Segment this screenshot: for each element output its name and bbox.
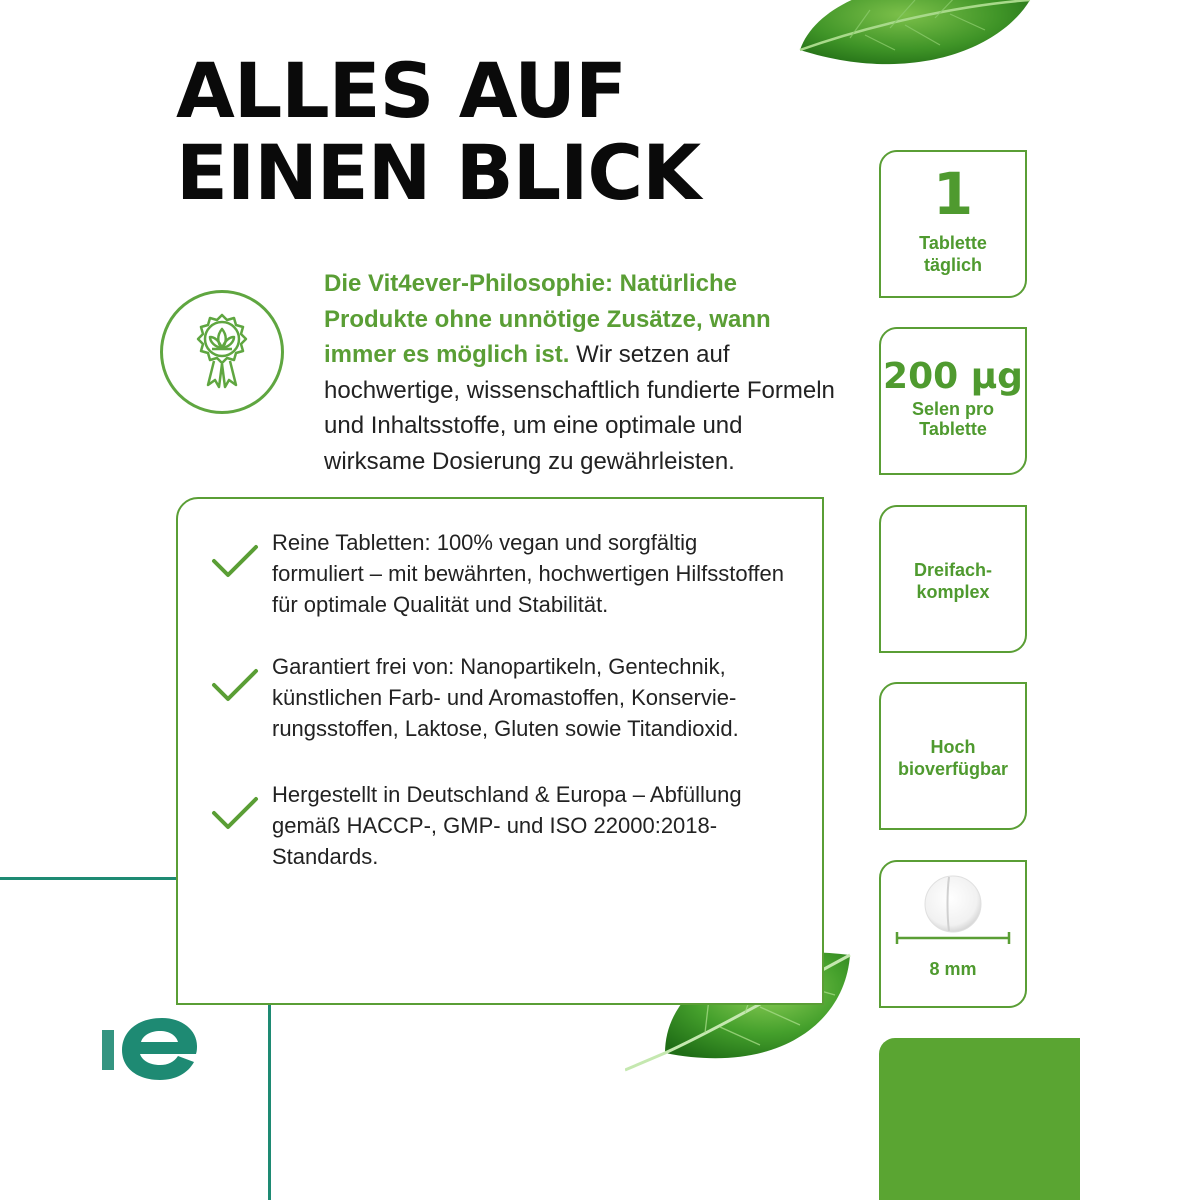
feature-text: Garantiert frei von: Nanopartikeln, Gentechnik, künstlichen Farb- und Aromastoffen, Konservie-rungsstoffen, Laktose, Gluten sowie Titandioxid. [272, 654, 739, 741]
leaf-icon [790, 0, 1050, 80]
spec-card-size [879, 860, 1027, 1008]
spec-card-dose [879, 150, 1027, 298]
selen-label-2: Tablette [919, 419, 987, 439]
spec-card-complex [879, 505, 1027, 653]
feature-text: Reine Tabletten: 100% vegan und sorgfältig formuliert – mit bewährten, hochwertigen Hilfsstoffen für optimale Qualität und Stabilität. [272, 530, 784, 617]
accent-block [879, 1038, 1080, 1200]
dose-label-1: Tablette [919, 233, 987, 253]
tablet-icon [881, 862, 1025, 962]
complex-label-2: komplex [916, 582, 990, 602]
check-icon [210, 541, 260, 581]
bio-label-2: bioverfügbar [897, 759, 1008, 779]
check-icon [210, 665, 260, 705]
feature-text: Hergestellt in Deutschland & Europa – Abfüllung gemäß HACCP-, GMP- und ISO 22000:2018-Standards. [272, 782, 742, 869]
spec-card-bio [879, 682, 1027, 830]
philosophy-text [324, 266, 844, 479]
brand-logo-icon [102, 1010, 202, 1080]
selen-value: 200 µg [883, 356, 1023, 397]
dose-label-2: täglich [923, 255, 982, 275]
philosophy-highlight: Die Vit4ever-Philosophie: Natürliche Produkte ohne unnötige Zusätze, wann immer es möglich ist. [324, 270, 771, 368]
title-line-1: ALLES AUF [176, 46, 626, 135]
size-label: 8 mm [929, 959, 977, 979]
check-icon [210, 793, 260, 833]
spec-card-selen [879, 327, 1027, 475]
bio-label-1: Hoch [930, 737, 976, 757]
dose-value: 1 [932, 160, 974, 228]
selen-label-1: Selen pro [911, 399, 995, 419]
title-line-2: EINEN BLICK [176, 128, 701, 217]
complex-label-1: Dreifach- [913, 560, 993, 580]
features-box [176, 497, 824, 1005]
philosophy-body: Wir setzen auf hochwertige, wissenschaftlich fundierte Formeln und Inhaltsstoffe, um eine optimale und wirksame Dosierung zu gewährleisten. [324, 341, 835, 475]
quality-seal-lotus-icon [160, 290, 284, 414]
page-title [176, 46, 701, 217]
